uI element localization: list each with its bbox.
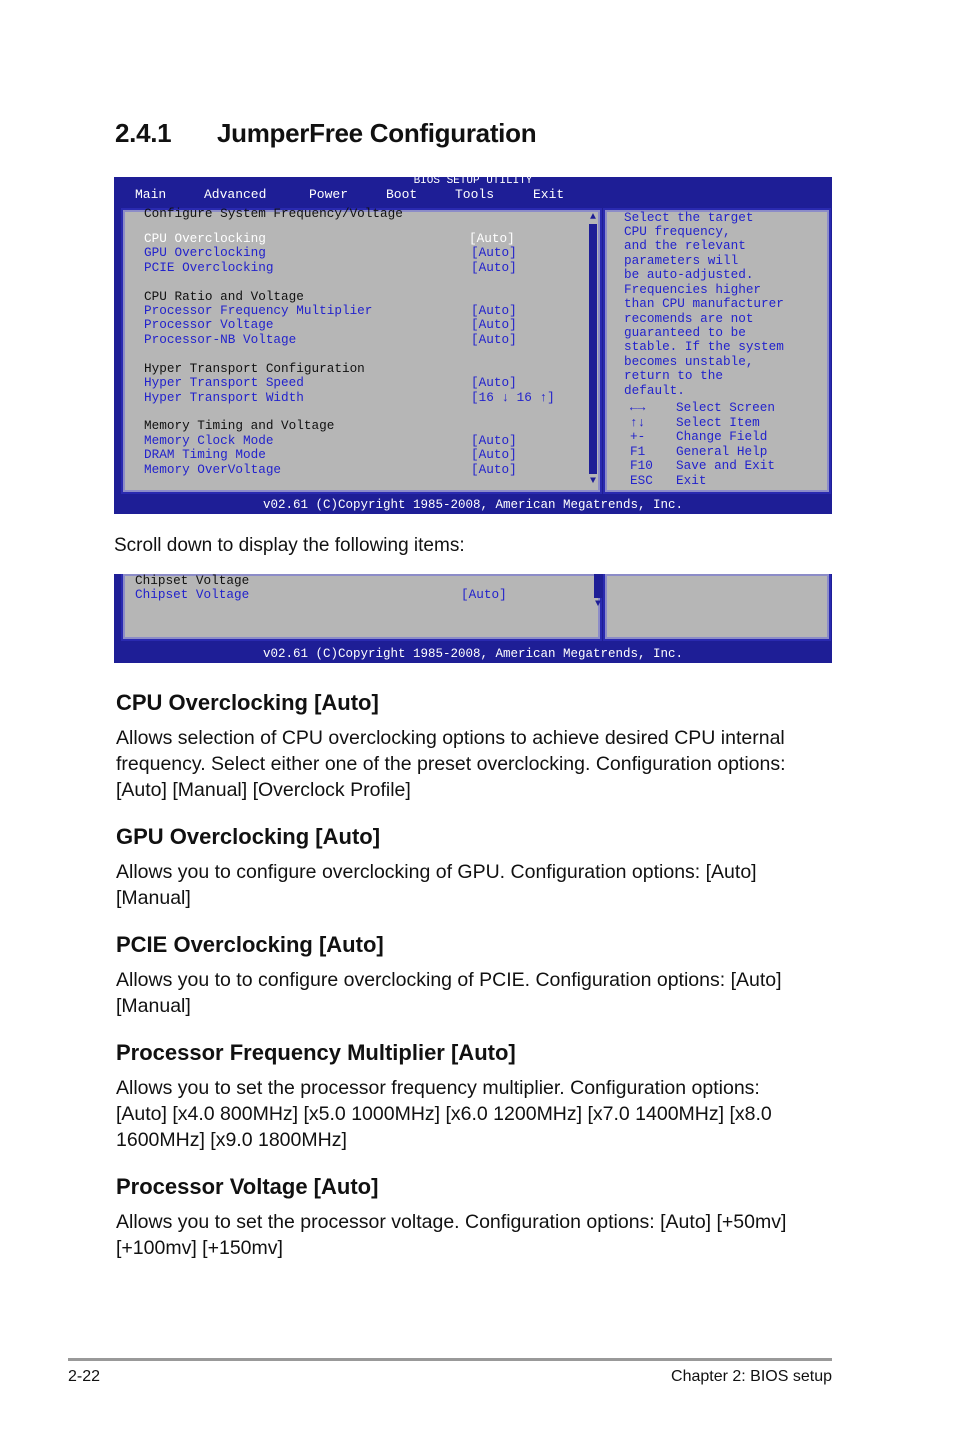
key-f1: F1 bbox=[630, 444, 646, 459]
key-action-select-screen: Select Screen bbox=[676, 400, 775, 415]
panel-header: Configure System Frequency/Voltage bbox=[144, 206, 403, 221]
arrow-keys-icon: ←→ bbox=[630, 400, 646, 415]
group-cpu-ratio: CPU Ratio and Voltage bbox=[144, 289, 304, 304]
item-processor-frequency-multiplier[interactable]: Processor Frequency Multiplier bbox=[144, 303, 373, 318]
item-memory-clock-mode-value[interactable]: [Auto] bbox=[471, 433, 517, 448]
section-title bbox=[115, 118, 536, 149]
item-processor-nb-voltage-value[interactable]: [Auto] bbox=[471, 332, 517, 347]
help-line-6: Frequencies higher bbox=[624, 282, 762, 297]
item-hyper-transport-width[interactable]: Hyper Transport Width bbox=[144, 390, 304, 405]
scroll-thumb-scrolled[interactable] bbox=[594, 574, 602, 598]
scroll-caption: Scroll down to display the following items: bbox=[114, 535, 465, 556]
group-chipset-voltage: Chipset Voltage bbox=[135, 573, 250, 588]
help-line-8: recomends are not bbox=[624, 311, 754, 326]
updown-keys-icon: ↑↓ bbox=[630, 415, 646, 430]
help-line-11: becomes unstable, bbox=[624, 354, 754, 369]
scroll-down-arrow-icon[interactable]: ▼ bbox=[589, 476, 596, 487]
bios-copyright-scrolled: v02.61 (C)Copyright 1985-2008, American Megatrends, Inc. bbox=[262, 647, 684, 661]
help-line-1: Select the target bbox=[624, 210, 754, 225]
key-action-select-item: Select Item bbox=[676, 415, 760, 430]
item-memory-overvoltage-value[interactable]: [Auto] bbox=[471, 462, 517, 477]
bios-menu-bar bbox=[114, 187, 832, 203]
help-line-5: be auto-adjusted. bbox=[624, 267, 754, 282]
heading-cpu-overclocking: CPU Overclocking [Auto] bbox=[116, 690, 379, 715]
body-cpu-overclocking: Allows selection of CPU overclocking options to achieve desired CPU internal frequency. Select either one of the preset overclocking. Configuration options: [Auto] [Manual] [Overclock Profile] bbox=[116, 727, 786, 801]
help-line-7: than CPU manufacturer bbox=[624, 296, 784, 311]
item-dram-timing-mode[interactable]: DRAM Timing Mode bbox=[144, 447, 266, 462]
menu-tools[interactable]: Tools bbox=[455, 187, 495, 202]
menu-boot[interactable]: Boot bbox=[386, 187, 418, 202]
scroll-down-arrow-icon[interactable]: ▼ bbox=[594, 599, 601, 610]
help-line-4: parameters will bbox=[624, 253, 739, 268]
group-memory-timing: Memory Timing and Voltage bbox=[144, 418, 335, 433]
bios-copyright: v02.61 (C)Copyright 1985-2008, American Megatrends, Inc. bbox=[262, 498, 684, 512]
item-hyper-transport-speed-value[interactable]: [Auto] bbox=[471, 375, 517, 390]
chapter-label: Chapter 2: BIOS setup bbox=[671, 1368, 832, 1385]
scroll-up-arrow-icon[interactable]: ▲ bbox=[589, 212, 596, 223]
item-chipset-voltage-value[interactable]: [Auto] bbox=[461, 587, 507, 602]
help-panel-scrolled bbox=[603, 574, 831, 641]
key-f10: F10 bbox=[630, 458, 653, 473]
item-cpu-overclocking-value[interactable]: [Auto] bbox=[469, 231, 515, 246]
item-memory-clock-mode[interactable]: Memory Clock Mode bbox=[144, 433, 274, 448]
help-line-13: default. bbox=[624, 383, 685, 398]
group-hyper-transport: Hyper Transport Configuration bbox=[144, 361, 365, 376]
heading-processor-voltage: Processor Voltage [Auto] bbox=[116, 1174, 379, 1199]
section-number: 2.4.1 bbox=[115, 118, 172, 148]
key-plus-minus: +- bbox=[630, 429, 646, 444]
page-number: 2-22 bbox=[68, 1368, 101, 1385]
item-pcie-overclocking-value[interactable]: [Auto] bbox=[471, 260, 517, 275]
help-line-2: CPU frequency, bbox=[624, 224, 731, 239]
bios-screen bbox=[114, 177, 832, 514]
menu-exit[interactable]: Exit bbox=[533, 187, 565, 202]
help-line-10: stable. If the system bbox=[624, 339, 784, 354]
item-processor-voltage[interactable]: Processor Voltage bbox=[144, 317, 274, 332]
item-chipset-voltage[interactable]: Chipset Voltage bbox=[135, 587, 250, 602]
body-gpu-overclocking: Allows you to configure overclocking of GPU. Configuration options: [Auto] [Manual] bbox=[116, 861, 757, 909]
bios-scroll-screen bbox=[114, 574, 832, 663]
item-hyper-transport-width-value[interactable]: [16 ↓ 16 ↑] bbox=[471, 390, 555, 405]
menu-advanced[interactable]: Advanced bbox=[204, 187, 267, 202]
key-action-general-help: General Help bbox=[676, 444, 768, 459]
item-pcie-overclocking[interactable]: PCIE Overclocking bbox=[144, 260, 274, 275]
heading-gpu-overclocking: GPU Overclocking [Auto] bbox=[116, 824, 381, 849]
body-pcie-overclocking: Allows you to to configure overclocking of PCIE. Configuration options: [Auto] [Manual] bbox=[116, 969, 782, 1017]
help-line-9: guaranteed to be bbox=[624, 325, 746, 340]
heading-processor-frequency-multiplier: Processor Frequency Multiplier [Auto] bbox=[116, 1040, 516, 1065]
item-processor-voltage-value[interactable]: [Auto] bbox=[471, 317, 517, 332]
settings-scrollbar[interactable] bbox=[587, 212, 599, 488]
help-line-12: return to the bbox=[624, 368, 723, 383]
key-action-exit: Exit bbox=[676, 473, 707, 488]
key-action-change-field: Change Field bbox=[676, 429, 768, 444]
item-gpu-overclocking-value[interactable]: [Auto] bbox=[471, 245, 517, 260]
item-memory-overvoltage[interactable]: Memory OverVoltage bbox=[144, 462, 282, 477]
item-dram-timing-mode-value[interactable]: [Auto] bbox=[471, 447, 517, 462]
key-esc: ESC bbox=[630, 473, 653, 488]
menu-main[interactable]: Main bbox=[135, 187, 167, 202]
item-cpu-overclocking[interactable]: CPU Overclocking bbox=[144, 231, 266, 246]
key-action-save-exit: Save and Exit bbox=[676, 458, 775, 473]
menu-power[interactable]: Power bbox=[309, 187, 349, 202]
heading-pcie-overclocking: PCIE Overclocking [Auto] bbox=[116, 932, 384, 957]
bios-title: BIOS SETUP UTILITY bbox=[413, 175, 533, 187]
item-processor-nb-voltage[interactable]: Processor-NB Voltage bbox=[144, 332, 297, 347]
section-title-text: JumperFree Configuration bbox=[217, 118, 537, 148]
body-processor-frequency-multiplier: Allows you to set the processor frequency multiplier. Configuration options: [Auto] [x4.0 800MHz] [x5.0 1000MHz] [x6.0 1200MHz] [x7.0 1400MHz] [x8.0 1600MHz] [x9.0 1800MHz] bbox=[116, 1077, 772, 1151]
item-processor-frequency-multiplier-value[interactable]: [Auto] bbox=[471, 303, 517, 318]
item-hyper-transport-speed[interactable]: Hyper Transport Speed bbox=[144, 375, 304, 390]
body-processor-voltage: Allows you to set the processor voltage. Configuration options: [Auto] [+50mv] [+100mv] [+150mv] bbox=[116, 1211, 787, 1259]
item-gpu-overclocking[interactable]: GPU Overclocking bbox=[144, 245, 266, 260]
footer-rule bbox=[68, 1358, 832, 1361]
help-line-3: and the relevant bbox=[624, 238, 746, 253]
scroll-thumb[interactable] bbox=[589, 224, 597, 474]
